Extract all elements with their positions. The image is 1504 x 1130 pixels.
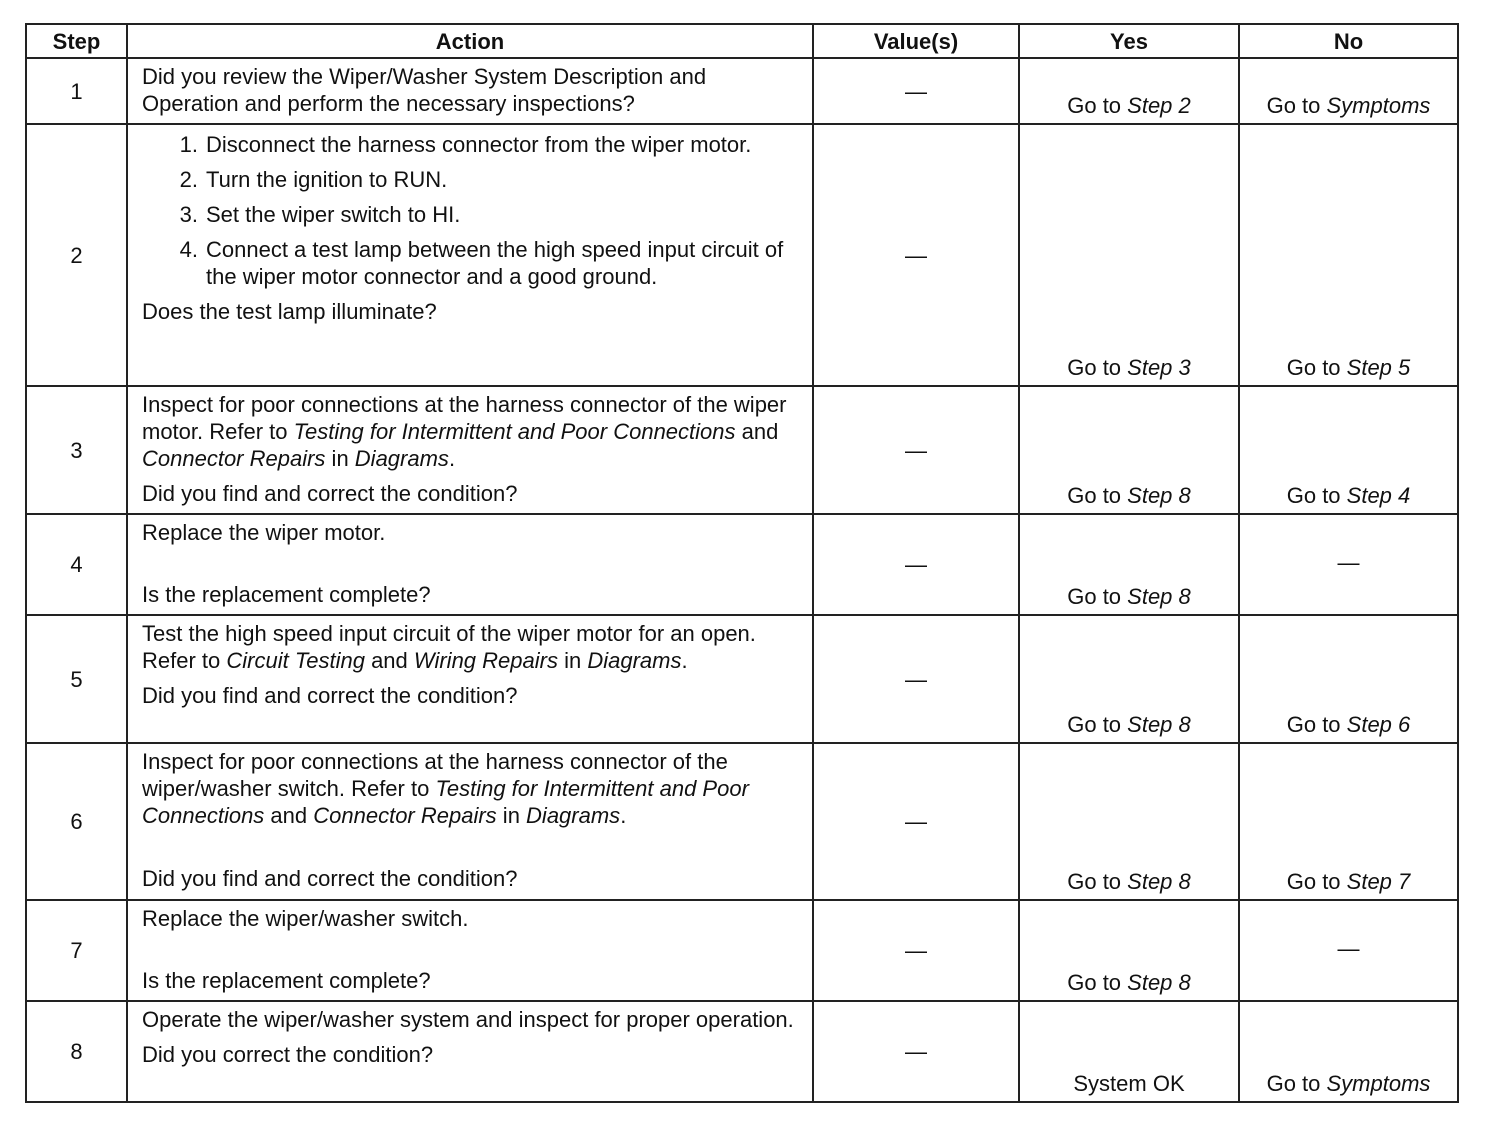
step-number: 8 (26, 1001, 127, 1102)
yes-cell: Go to Step 8 (1019, 900, 1239, 1001)
action-text: Replace the wiper/washer switch. (142, 906, 469, 931)
value-cell: — (813, 386, 1019, 514)
header-values: Value(s) (813, 24, 1019, 58)
yes-cell: Go to Step 2 (1019, 58, 1239, 124)
header-action: Action (127, 24, 813, 58)
action-cell (127, 900, 813, 1001)
step-reference: Step 7 (1346, 869, 1411, 894)
step-reference: Step 8 (1127, 869, 1191, 894)
no-cell: — (1239, 900, 1458, 1001)
step-number: 7 (26, 900, 127, 1001)
yes-cell: Go to Step 8 (1019, 743, 1239, 900)
action-question: Does the test lamp illuminate? (142, 299, 437, 324)
substep: 1. Disconnect the harness connector from the wiper motor. (179, 132, 752, 157)
table-row (26, 615, 1458, 743)
table-row (26, 124, 1458, 386)
no-cell: Go to Step 5 (1239, 124, 1458, 386)
yes-cell: Go to Step 8 (1019, 386, 1239, 514)
value-cell: — (813, 124, 1019, 386)
action-question: Is the replacement complete? (142, 968, 431, 993)
step-reference: Symptoms (1326, 1071, 1431, 1096)
diagnostic-table (25, 23, 1459, 1103)
action-question: Did you correct the condition? (142, 1042, 434, 1067)
step-reference: Step 8 (1127, 970, 1191, 995)
step-reference: Step 3 (1127, 355, 1191, 380)
step-reference: Step 8 (1127, 712, 1191, 737)
step-reference: Step 4 (1346, 483, 1411, 508)
step-number: 1 (26, 58, 127, 124)
substep: 3. Set the wiper switch to HI. (179, 202, 461, 227)
step-reference: Step 6 (1346, 712, 1411, 737)
action-question: Did you find and correct the condition? (142, 683, 518, 708)
no-cell: Go to Symptoms (1239, 1001, 1458, 1102)
yes-cell: System OK (1019, 1001, 1239, 1102)
header-yes: Yes (1019, 24, 1239, 58)
action-cell (127, 386, 813, 514)
action-text: Inspect for poor connections at the harness connector of the wiper motor. Refer to Testing for Intermittent and Poor Connections and Connector Repairs in Diagrams. (142, 392, 787, 471)
table-row (26, 743, 1458, 900)
value-cell: — (813, 514, 1019, 615)
action-cell (127, 514, 813, 615)
action-cell (127, 1001, 813, 1102)
step-number: 6 (26, 743, 127, 900)
yes-cell: Go to Step 8 (1019, 615, 1239, 743)
no-cell: — (1239, 514, 1458, 615)
step-reference: Step 8 (1127, 483, 1191, 508)
substep: 4. Connect a test lamp between the high speed input circuit of the wiper motor connector and a good ground. (179, 237, 784, 289)
step-number: 3 (26, 386, 127, 514)
action-text: Operate the wiper/washer system and inspect for proper operation. (142, 1007, 794, 1032)
no-cell: Go to Symptoms (1239, 58, 1458, 124)
no-cell: Go to Step 4 (1239, 386, 1458, 514)
no-cell: Go to Step 6 (1239, 615, 1458, 743)
value-cell: — (813, 1001, 1019, 1102)
value-cell: — (813, 58, 1019, 124)
no-cell: Go to Step 7 (1239, 743, 1458, 900)
value-cell: — (813, 900, 1019, 1001)
action-text: Did you review the Wiper/Washer System Description and Operation and perform the necessary inspections? (142, 64, 707, 116)
step-reference: Step 2 (1127, 93, 1191, 118)
yes-cell: Go to Step 3 (1019, 124, 1239, 386)
action-question: Is the replacement complete? (142, 582, 431, 607)
action-cell (127, 58, 813, 124)
action-text: Test the high speed input circuit of the wiper motor for an open. Refer to Circuit Testing and Wiring Repairs in Diagrams. (142, 621, 756, 673)
action-question: Did you find and correct the condition? (142, 481, 518, 506)
substep: 2. Turn the ignition to RUN. (179, 167, 448, 192)
action-text: Replace the wiper motor. (142, 520, 386, 545)
step-reference: Symptoms (1326, 93, 1431, 118)
value-cell: — (813, 615, 1019, 743)
header-step: Step (26, 24, 127, 58)
table-row (26, 900, 1458, 1001)
table-row (26, 58, 1458, 124)
step-number: 4 (26, 514, 127, 615)
action-cell (127, 124, 813, 386)
step-number: 5 (26, 615, 127, 743)
action-question: Did you find and correct the condition? (142, 866, 518, 891)
yes-cell: Go to Step 8 (1019, 514, 1239, 615)
step-number: 2 (26, 124, 127, 386)
table-row (26, 386, 1458, 514)
header-row (26, 24, 1458, 58)
action-cell (127, 743, 813, 900)
table-row (26, 514, 1458, 615)
value-cell: — (813, 743, 1019, 900)
substep-list (142, 131, 802, 290)
table-row (26, 1001, 1458, 1102)
step-reference: Step 8 (1127, 584, 1191, 609)
step-reference: Step 5 (1346, 355, 1411, 380)
header-no: No (1239, 24, 1458, 58)
action-text: Inspect for poor connections at the harness connector of the wiper/washer switch. Refer to Testing for Intermittent and Poor Connections and Connector Repairs in Diagrams. (142, 749, 749, 828)
action-cell (127, 615, 813, 743)
